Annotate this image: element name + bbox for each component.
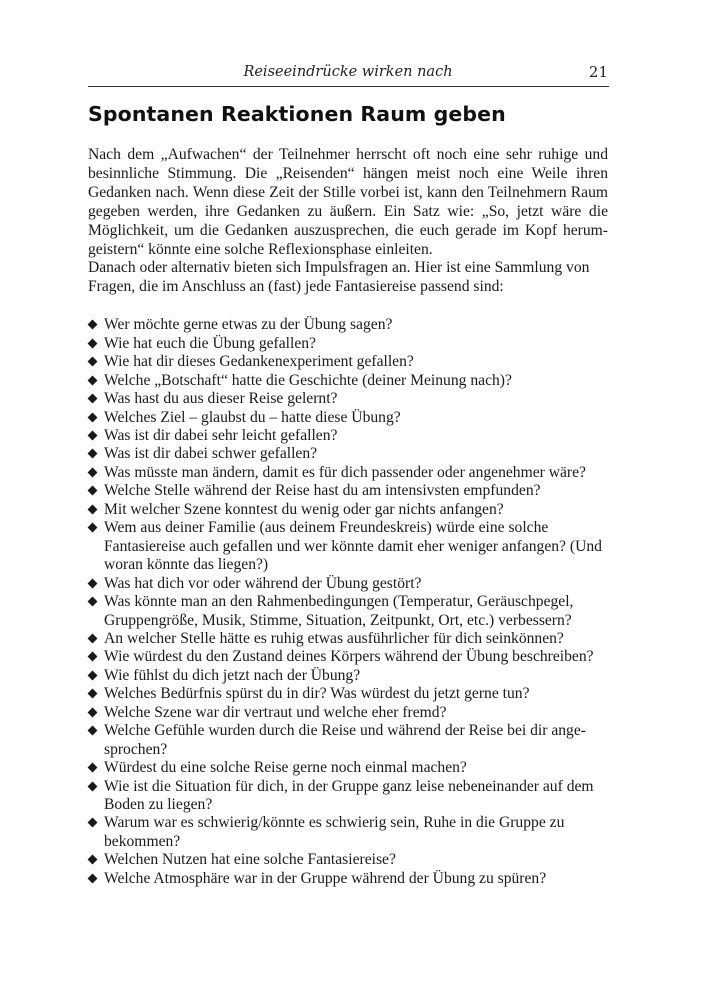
diamond-bullet-icon	[88, 338, 98, 348]
question-text: Was hat dich vor oder während der Übung gestört?	[104, 574, 422, 592]
diamond-bullet-icon	[88, 597, 98, 607]
list-item	[88, 814, 608, 851]
list-item	[88, 722, 608, 759]
question-text: Wem aus deiner Familie (aus deinem Freundeskreis) würde eine solche Fantasiereise auch gefallen und wer könnte damit eher weniger anfangen? (Und woran könnte das liegen?)	[104, 519, 602, 574]
diamond-bullet-icon	[88, 634, 98, 644]
question-text: Welche Szene war dir vertraut und welche eher fremd?	[104, 703, 447, 721]
transition-paragraph: Danach oder alternativ bieten sich Impulsfragen an. Hier ist eine Sammlung von Fragen, die im Anschluss an (fast) jede Fantasiereise passend sind:	[88, 259, 590, 296]
diamond-bullet-icon	[88, 855, 98, 865]
question-text: Wie würdest du den Zustand deines Körpers während der Übung beschreiben?	[104, 648, 594, 666]
diamond-bullet-icon	[88, 467, 98, 477]
diamond-bullet-icon	[88, 486, 98, 496]
list-item	[88, 445, 608, 463]
diamond-bullet-icon	[88, 523, 98, 533]
question-text: Welche Stelle während der Reise hast du am intensivsten empfunden?	[104, 482, 541, 500]
list-item	[88, 409, 608, 427]
question-text: Welche Gefühle wurden durch die Reise und während der Reise bei dir angesprochen?	[104, 722, 586, 758]
list-item	[88, 390, 608, 408]
diamond-bullet-icon	[88, 670, 98, 680]
question-text: Wie hat dir dieses Gedankenexperiment gefallen?	[104, 353, 414, 371]
diamond-bullet-icon	[88, 763, 98, 773]
list-item	[88, 501, 608, 519]
question-text: Wie ist die Situation für dich, in der Gruppe ganz leise nebeneinander auf dem Boden zu liegen?	[104, 777, 594, 814]
diamond-bullet-icon	[88, 707, 98, 717]
diamond-bullet-icon	[88, 375, 98, 385]
diamond-bullet-icon	[88, 689, 98, 699]
list-item	[88, 778, 608, 815]
list-item	[88, 575, 608, 593]
list-item	[88, 482, 608, 500]
question-text: Welche „Botschaft“ hatte die Geschichte (deiner Meinung nach)?	[104, 371, 512, 389]
diamond-bullet-icon	[88, 504, 98, 514]
list-item	[88, 630, 608, 648]
question-text: Welches Bedürfnis spürst du in dir? Was würdest du jetzt gerne tun?	[104, 685, 530, 703]
question-text: Was müsste man ändern, damit es für dich passender oder angenehmer wäre?	[104, 463, 586, 481]
question-text: Warum war es schwierig/könnte es schwierig sein, Ruhe in die Gruppe zu bekommen?	[104, 814, 565, 850]
list-item	[88, 335, 608, 353]
question-text: Wie hat euch die Übung gefallen?	[104, 334, 316, 352]
diamond-bullet-icon	[88, 357, 98, 367]
diamond-bullet-icon	[88, 652, 98, 662]
list-item	[88, 372, 608, 390]
list-item	[88, 353, 608, 371]
list-item	[88, 593, 608, 630]
header-rule	[88, 86, 609, 87]
diamond-bullet-icon	[88, 781, 98, 791]
question-text: Was könnte man an den Rahmenbedingungen (Temperatur, Geräuschpegel, Gruppengröße, Musik, Stimme, Situation, Zeitpunkt, Ort, etc.) verbessern?	[104, 593, 574, 629]
list-item	[88, 316, 608, 334]
list-item	[88, 870, 608, 888]
question-text: Welches Ziel – glaubst du – hatte diese Übung?	[104, 408, 401, 426]
diamond-bullet-icon	[88, 394, 98, 404]
question-text: Wie fühlst du dich jetzt nach der Übung?	[104, 666, 361, 684]
section-heading: Spontanen Reaktionen Raum geben	[88, 102, 506, 126]
diamond-bullet-icon	[88, 726, 98, 736]
running-title: Reiseeindrücke wirken nach	[243, 64, 453, 80]
body-text	[88, 146, 608, 888]
diamond-bullet-icon	[88, 431, 98, 441]
running-header	[88, 62, 608, 84]
list-item	[88, 704, 608, 722]
question-list	[88, 316, 608, 888]
list-item	[88, 759, 608, 777]
list-item	[88, 648, 608, 666]
list-item	[88, 427, 608, 445]
diamond-bullet-icon	[88, 873, 98, 883]
question-text: Mit welcher Szene konntest du wenig oder gar nichts anfangen?	[104, 500, 504, 518]
diamond-bullet-icon	[88, 320, 98, 330]
intro-paragraph: Nach dem „Aufwachen“ der Teilnehmer herrscht oft noch eine sehr ruhige und besinnliche Stimmung. Die „Reisenden“ hängen meist noch eine Weile ihren Gedanken nach. Wenn diese Zeit der Stille vorbei ist, kann den Teilnehmern Raum gegeben werden, ihre Gedanken zu äußern. Ein Satz wie: „So, jetzt wäre die Möglichkeit, um die Gedanken auszusprechen, die euch gerade im Kopf herumgeistern“ könnte eine solche Reflexionsphase einleiten.	[88, 146, 608, 258]
diamond-bullet-icon	[88, 412, 98, 422]
question-text: Welchen Nutzen hat eine solche Fantasiereise?	[104, 851, 396, 869]
question-text: Was ist dir dabei sehr leicht gefallen?	[104, 426, 338, 444]
list-item	[88, 685, 608, 703]
question-text: Was ist dir dabei schwer gefallen?	[104, 445, 318, 463]
list-item	[88, 851, 608, 869]
diamond-bullet-icon	[88, 578, 98, 588]
page-number: 21	[588, 63, 608, 81]
question-text: Was hast du aus dieser Reise gelernt?	[104, 390, 338, 408]
diamond-bullet-icon	[88, 818, 98, 828]
question-text: Welche Atmosphäre war in der Gruppe während der Übung zu spüren?	[104, 869, 547, 887]
question-text: An welcher Stelle hätte es ruhig etwas ausführlicher für dich seinkönnen?	[104, 629, 564, 647]
list-item	[88, 519, 608, 574]
question-text: Wer möchte gerne etwas zu der Übung sagen?	[104, 316, 393, 334]
list-item	[88, 464, 608, 482]
diamond-bullet-icon	[88, 449, 98, 459]
question-text: Würdest du eine solche Reise gerne noch einmal machen?	[104, 759, 467, 777]
list-item	[88, 667, 608, 685]
